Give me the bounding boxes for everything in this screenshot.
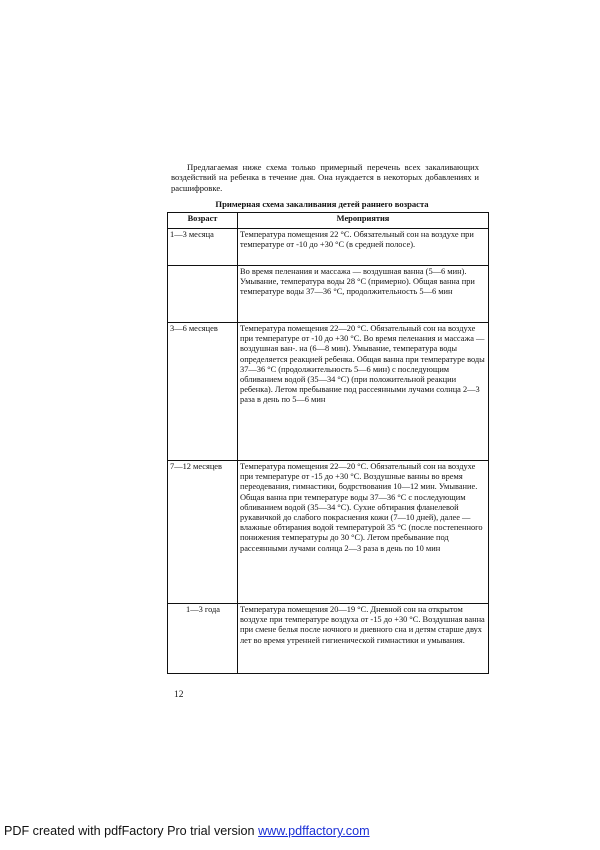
activities-cell: Во время пеленания и массажа — воздушная ванна (5—6 мин). Умывание, температура воды 28 °С (примерно). Общая ванна при температуре воды 37—36 °С, продолжительность 5—6 мин — [238, 266, 489, 323]
header-age: Возраст — [168, 213, 238, 229]
pdffactory-link[interactable]: www.pdffactory.com — [258, 824, 370, 838]
table-row — [168, 266, 489, 323]
table-row — [168, 229, 489, 266]
table-row — [168, 461, 489, 604]
age-cell: 1—3 месяца — [168, 229, 238, 266]
age-cell: 7—12 месяцев — [168, 461, 238, 604]
header-activities: Мероприятия — [238, 213, 489, 229]
intro-text: Предлагаемая ниже схема только примерный перечень всех закаливающих воздействий на ребенка в течение дня. Она нуждается в некоторых добавлениях и расшифровке. — [171, 162, 479, 193]
pdf-footer — [4, 824, 370, 838]
intro-paragraph — [171, 162, 479, 193]
age-cell: 3—6 месяцев — [168, 323, 238, 461]
table-row — [168, 323, 489, 461]
table-header-row — [168, 213, 489, 229]
activities-cell: Температура помещения 22—20 °С. Обязательный сон на воздухе при температуре от -10 до +30 °С. Во время пеленания и массажа — воздушная ван-. на (6—8 мин). Умывание, температура воды определяется реакцией ребенка. Общая ванна при температуре воды 37—36 °С (продолжительность 5—6 мин) с последующим обливанием водой (35—34 °С) (при положительной реакции ребенка). Летом пребывание под рассеянными лучами солнца 2—3 раза в день по 5—6 мин — [238, 323, 489, 461]
table-row — [168, 604, 489, 674]
activities-cell: Температура помещения 20—19 °С. Дневной сон на открытом воздухе при температуре воздуха от -15 до +30 °С. Воздушная ванна при смене белья после ночного и дневного сна и детям старше двух лет во время утренней гигиенической гимнастики и умывания. — [238, 604, 489, 674]
table-title: Примерная схема закаливания детей раннего возраста — [215, 199, 429, 209]
page-number: 12 — [174, 690, 184, 700]
age-cell: 1—3 года — [168, 604, 238, 674]
activities-cell: Температура помещения 22—20 °С. Обязательный сон на воздухе при температуре от -15 до +30 °С. Воздушные ванны во время переодевания, гимнастики, бодрствования 10—12 мин. Умывание. Общая ванна при температуре воды 37—36 °С с последующим обливанием водой (35—34 °С). Сухие обтирания фланелевой рукавичкой до слабого покраснения кожи (7—10 дней), далее — влажные обтирания водой температурой 35 °С (после постепенного понижения температуры до 30 °С). Летом пребывание под рассеянными лучами солнца 2—3 раза в день по 10 мин — [238, 461, 489, 604]
age-cell-empty — [168, 266, 238, 323]
footer-text: PDF created with pdfFactory Pro trial version — [4, 824, 259, 838]
hardening-schedule-table — [167, 212, 489, 674]
activities-cell: Температура помещения 22 °С. Обязательный сон на воздухе при температуре от -10 до +30 °С (в средней полосе). — [238, 229, 489, 266]
